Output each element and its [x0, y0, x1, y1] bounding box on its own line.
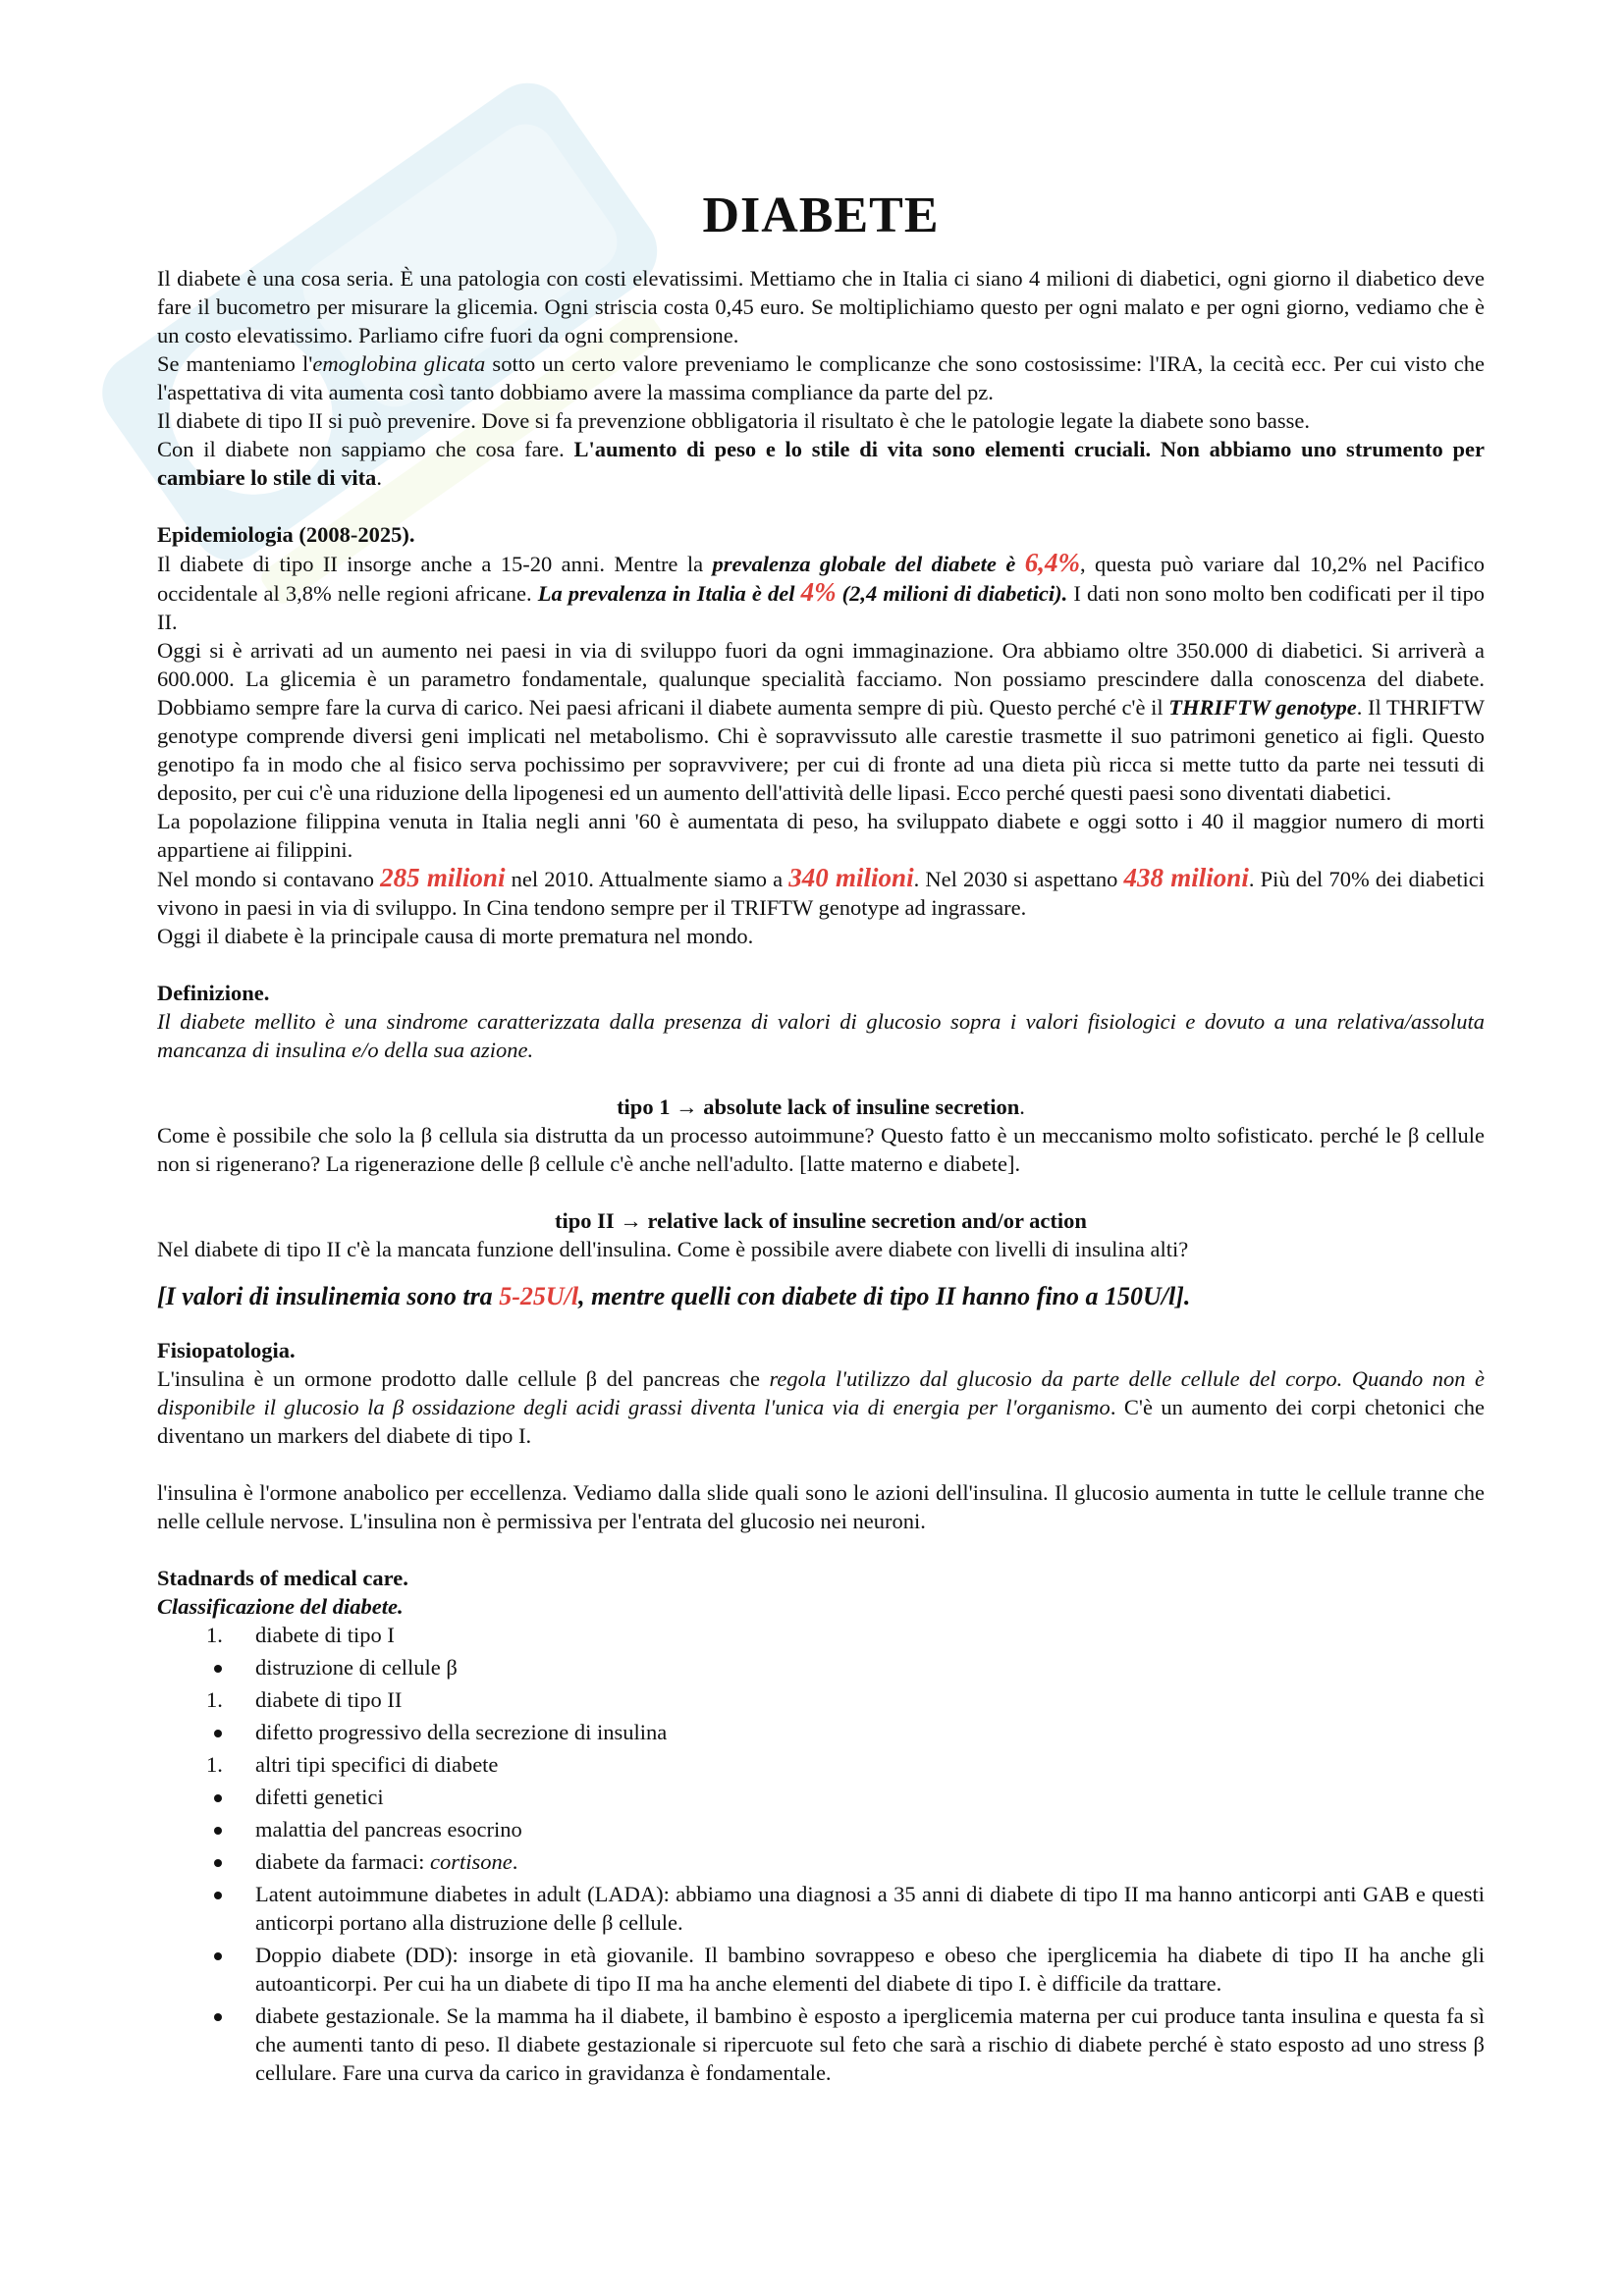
intro-paragraph-4: Con il diabete non sappiamo che cosa fare. L'aumento di peso e lo stile di vita sono elementi cruciali. Non abbiamo uno strumento per cambiare lo stile di vita. [157, 437, 1485, 490]
classification-list-item: Latent autoimmune diabetes in adult (LADA): abbiamo una diagnosi a 35 anni di diabete di tipo II ma hanno anticorpi anti GAB e questi anticorpi portano alla distruzione delle β cellule. [157, 1880, 1485, 1937]
definition-text: Il diabete mellito è una sindrome caratterizzata dalla presenza di valori di glucosio sopra i valori fisiologici e dovuto a una relativa/assoluta mancanza di insulina e/o della sua azione. [157, 1009, 1485, 1062]
bullet-marker [214, 1665, 222, 1673]
classification-list-item: 1. diabete di tipo II [206, 1687, 403, 1712]
bullet-marker [214, 1952, 222, 1960]
bullet-marker [214, 1859, 222, 1867]
bullet-marker [214, 1730, 222, 1737]
insulin-values-note: [I valori di insulinemia sono tra 5-25U/l, mentre quelli con diabete di tipo II hanno fino a 150U/l]. [157, 1282, 1191, 1310]
epidemiology-paragraph-4: Nel mondo si contavano 285 milioni nel 2010. Attualmente siamo a 340 milioni. Nel 2030 si aspettano 438 milioni. Più del 70% dei diabetici vivono in paesi in via di sviluppo. In Cina tendono sempre per il TRIFTW genotype ad ingrassare. [157, 863, 1485, 920]
epidemiology-paragraph-3: La popolazione filippina venuta in Italia negli anni '60 è aumentata di peso, ha sviluppato diabete e oggi sotto i 40 il maggior numero di morti appartiene ai filippini. [157, 809, 1485, 862]
type2-heading: tipo II → relative lack of insuline secretion and/or action [555, 1208, 1087, 1233]
intro-paragraph-2: Se manteniamo l'emoglobina glicata sotto un certo valore preveniamo le complicanze che sono costosissime: l'IRA, la cecità ecc. Per cui visto che l'aspettativa di vita aumenta così tanto dobbiamo avere la massima compliance da parte del pz. [157, 351, 1485, 404]
page-title: DIABETE [702, 187, 940, 243]
number-marker: 1. [206, 1752, 223, 1777]
physiopathology-paragraph-1: L'insulina è un ormone prodotto dalle cellule β del pancreas che regola l'utilizzo dal glucosio da parte delle cellule del corpo. Quando non è disponibile il glucosio la β ossidazione degli acidi grassi diventa l'unica via di energia per l'organismo. C'è un aumento dei corpi chetonici che diventano un markers del diabete di tipo I. [157, 1366, 1485, 1448]
type2-text: Nel diabete di tipo II c'è la mancata funzione dell'insulina. Come è possibile avere diabete con livelli di insulina alti? [157, 1237, 1189, 1261]
classification-list-item: 1. altri tipi specifici di diabete [206, 1752, 499, 1777]
classification-list-item: distruzione di cellule β [157, 1653, 1485, 1682]
standards-heading: Stadnards of medical care. [157, 1566, 408, 1590]
type1-heading: tipo 1 → absolute lack of insuline secretion. [617, 1095, 1025, 1119]
document-page [157, 187, 1485, 2091]
classification-list-item: malattia del pancreas esocrino [157, 1815, 1485, 1843]
physiopathology-heading: Fisiopatologia. [157, 1338, 296, 1362]
classification-list-item: Doppio diabete (DD): insorge in età giovanile. Il bambino sovrappeso e obeso che iperglicemia ha diabete di tipo II ha anche gli autoanticorpi. Per cui ha un diabete di tipo II ma ha anche elementi del diabete di tipo I. è difficile da trattare. [157, 1941, 1485, 1998]
physiopathology-paragraph-2: l'insulina è l'ormone anabolico per eccellenza. Vediamo dalla slide quali sono le azioni dell'insulina. Il glucosio aumenta in tutte le cellule tranne che nelle cellule nervose. L'insulina non è permissiva per l'entrata del glucosio nei neuroni. [157, 1480, 1485, 1533]
epidemiology-paragraph-1: Il diabete di tipo II insorge anche a 15-20 anni. Mentre la prevalenza globale del diabete è 6,4%, questa può variare dal 10,2% nel Pacifico occidentale al 3,8% nelle regioni africane. La prevalenza in Italia è del 4% (2,4 milioni di diabetici). I dati non sono molto ben codificati per il tipo II. [157, 548, 1485, 634]
epidemiology-paragraph-2: Oggi si è arrivati ad un aumento nei paesi in via di sviluppo fuori da ogni immaginazione. Ora abbiamo oltre 350.000 di diabetici. Si arriverà a 600.000. La glicemia è un parametro fondamentale, qualunque specialità facciamo. Non possiamo prescindere dalla conoscenza del diabete. Dobbiamo sempre fare la curva di carico. Nei paesi africani il diabete aumenta sempre di più. Questo perché c'è il THRIFTW genotype. Il THRIFTW genotype comprende diversi geni implicati nel metabolismo. Chi è sopravvissuto alle carestie trasmette il suo patrimoni genetico ai figli. Questo genotipo fa in modo che al fisico serva pochissimo per sopravvivere; per cui di fronte ad una dieta più ricca si mette tutto da parte nei tessuti di deposito, per cui c'è una riduzione della lipogenesi ed un aumento dell'attività delle lipasi. Ecco perché questi paesi sono diventati diabetici. [157, 638, 1485, 805]
bullet-marker [214, 1892, 222, 1899]
intro-paragraph-1: Il diabete è una cosa seria. È una patologia con costi elevatissimi. Mettiamo che in Italia ci siano 4 milioni di diabetici, ogni giorno il diabetico deve fare il bucometro per misurare la glicemia. Ogni striscia costa 0,45 euro. Se moltiplichiamo questo per ogni malato e per ogni giorno, vediamo che è un costo elevatissimo. Parliamo cifre fuori da ogni comprensione. [157, 266, 1485, 347]
number-marker: 1. [206, 1687, 223, 1712]
definition-heading: Definizione. [157, 981, 270, 1005]
classification-list-item: difetti genetici [157, 1783, 1485, 1811]
type1-text: Come è possibile che solo la β cellula sia distrutta da un processo autoimmune? Questo fatto è un meccanismo molto sofisticato. perché le β cellule non si rigenerano? La rigenerazione delle β cellule c'è anche nell'adulto. [latte materno e diabete]. [157, 1123, 1485, 1176]
classification-subheading: Classificazione del diabete. [157, 1594, 404, 1619]
classification-list-item: diabete gestazionale. Se la mamma ha il diabete, il bambino è esposto a iperglicemia materna per cui produce tanta insulina e questa fa sì che aumenti tanto di peso. Il diabete gestazionale si ripercuote sul feto che sarà a rischio di diabete perché è stato esposto ad uno stress β cellulare. Fare una curva da carico in gravidanza è fondamentale. [157, 2002, 1485, 2087]
intro-paragraph-3: Il diabete di tipo II si può prevenire. Dove si fa prevenzione obbligatoria il risultato è che le patologie legate la diabete sono basse. [157, 408, 1310, 433]
number-marker: 1. [206, 1623, 223, 1647]
classification-list-item: diabete da farmaci: cortisone. [157, 1847, 1485, 1876]
classification-list-item: difetto progressivo della secrezione di insulina [157, 1718, 1485, 1746]
bullet-marker [214, 1827, 222, 1835]
bullet-marker [214, 1794, 222, 1802]
epidemiology-paragraph-5: Oggi il diabete è la principale causa di morte prematura nel mondo. [157, 924, 754, 948]
classification-list [157, 1621, 1485, 2087]
bullet-marker [214, 2013, 222, 2021]
epidemiology-heading: Epidemiologia (2008-2025). [157, 522, 415, 547]
classification-list-item: 1. diabete di tipo I [206, 1623, 395, 1647]
